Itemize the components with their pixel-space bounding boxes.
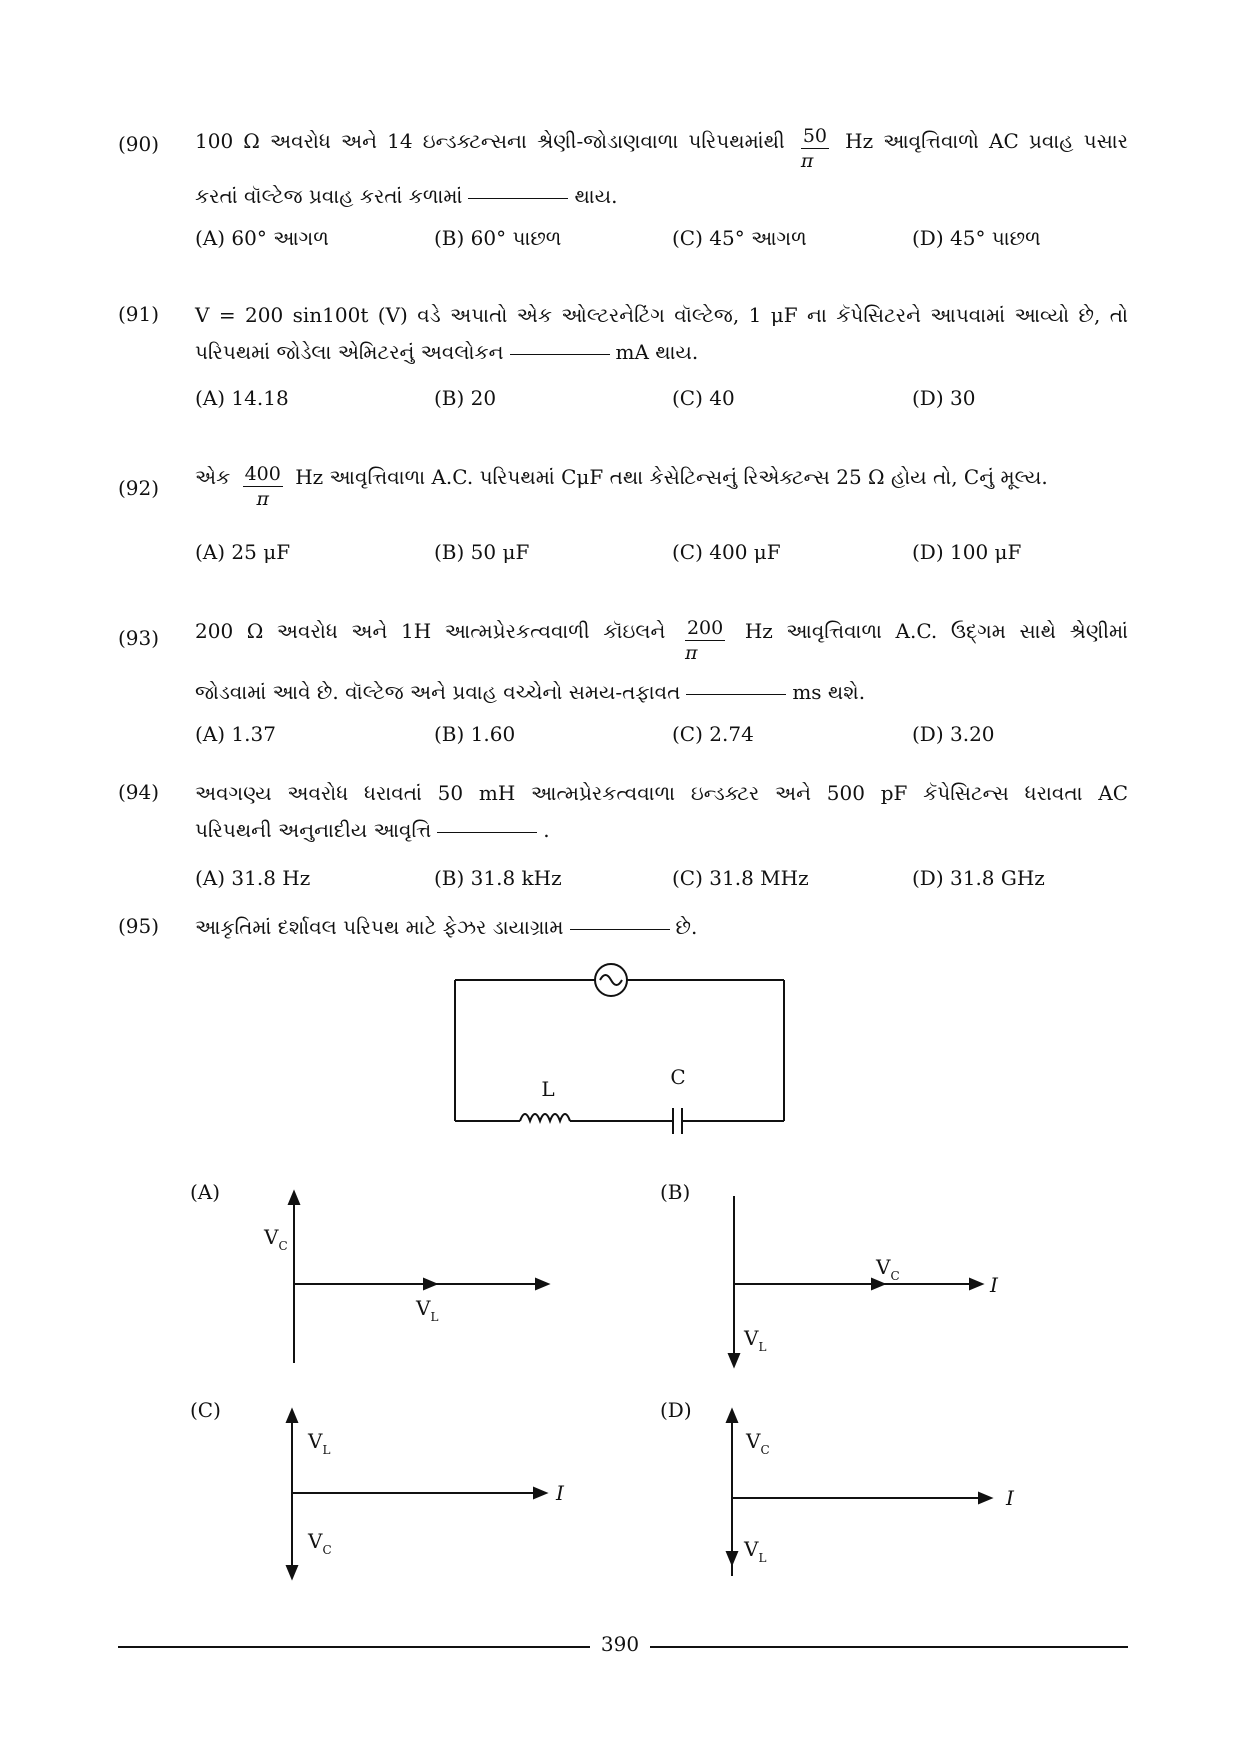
question-text: અવગણ્ય અવરોધ ધરાવતાં 50 mH આત્મપ્રેરકત્વવાળા ઇન્ડક્ટર અને 500 pF કૅપેસિટન્સ ધરાવતા AC [195,781,1128,805]
phasor-option-a [190,1180,570,1380]
arrow-up-icon [289,1192,299,1204]
option-label: (C) [190,1398,221,1422]
option-b: (B) 1.60 [434,722,516,746]
lc-circuit-diagram [440,950,800,1150]
option-a: (A) 31.8 Hz [195,866,311,890]
vl-label: $V_L$ [308,1429,331,1457]
fraction: $\frac{50}{\pi}$ [800,125,827,172]
arrow-down-icon [727,1552,737,1564]
vc-label: $V_C$ [308,1529,332,1557]
option-d: (D) 45° પાછળ [912,226,1041,250]
phasor-diagram-b [660,1180,1040,1380]
question-94 [118,780,1128,900]
question-text: V = 200 sin100t (V) વડે અપાતો એક ઓલ્ટરનેટિંગ વૉલ્ટેજ, 1 μF ના કૅપેસિટરને આપવામાં આવ્યો છે, તો [195,303,1128,327]
option-b: (B) 20 [434,386,497,410]
arrow-right-icon [872,1279,884,1289]
phasor-option-d [660,1398,1040,1588]
option-c: (C) 2.74 [672,722,754,746]
arrow-right-icon [970,1279,982,1289]
phasor-diagram-a [190,1180,570,1380]
option-a: (A) 60° આગળ [195,226,329,250]
fraction: $\frac{400}{\pi}$ [244,463,281,510]
vc-label: $V_C$ [746,1429,770,1457]
vl-label: $V_L$ [416,1296,439,1324]
footer-rule-left [118,1646,590,1648]
options [195,226,1075,252]
current-axis-label: I [990,1273,998,1297]
question-text: આકૃતિમાં દર્શાવલ પરિપથ માટે ફેઝર ડાયાગ્રામ છે. [195,915,698,939]
option-c: (C) 31.8 MHz [672,866,809,890]
answer-blank [686,694,786,695]
page-number: 390 [600,1632,640,1656]
current-axis-label: I [556,1481,564,1505]
answer-blank [468,198,568,199]
option-d: (D) 30 [912,386,976,410]
question-90 [118,125,1129,278]
arrow-up-icon [727,1410,737,1422]
ac-source-wave [600,975,622,985]
question-text-line2: જોડવામાં આવે છે. વૉલ્ટેજ અને પ્રવાહ વચ્ચેનો સમય-તફાવત ms થશે. [195,680,866,704]
question-text: એક $\frac{400}{\pi}$ Hz આવૃત્તિવાળા A.C. પરિપથમાં CμF તથા કેસેટિન્સનું રિએક્ટન્સ 25 Ω હોય તો, Cનું મૂલ્ય. [195,463,1048,510]
option-label: (A) [190,1180,221,1204]
option-d: (D) 100 μF [912,540,1022,564]
arrow-right-icon [424,1279,436,1289]
answer-blank [437,832,537,833]
arrow-right-icon [536,1279,548,1289]
question-91 [118,302,1128,422]
question-text-line2: પરિપથની અનુનાદીય આવૃત્તિ . [195,818,550,842]
current-axis-label: I [1006,1486,1014,1510]
option-a: (A) 14.18 [195,386,289,410]
arrow-up-icon [287,1410,297,1422]
question-text: 200 Ω અવરોધ અને 1H આત્મપ્રેરકત્વવાળી કૉઇલને $\frac{200}{\pi}$ Hz આવૃત્તિવાળા A.C. ઉદ્ગમ સાથે શ્રેણીમાં [195,617,1128,664]
option-b: (B) 60° પાછળ [434,226,562,250]
options [195,540,1075,566]
option-c: (C) 45° આગળ [672,226,807,250]
question-95 [118,914,1128,944]
options [195,722,1075,748]
option-b: (B) 50 μF [434,540,530,564]
capacitor-label: C [670,1065,686,1089]
phasor-diagram-d [660,1398,1040,1588]
options [195,386,1075,412]
question-text: 100 Ω અવરોધ અને 14 ઇન્ડક્ટન્સના શ્રેણી-જોડાણવાળા પરિપથમાંથી $\frac{50}{\pi}$ Hz આવૃત્તિવાળો AC પ્રવાહ પસાર [195,125,1129,172]
option-label: (B) [660,1180,691,1204]
option-d: (D) 31.8 GHz [912,866,1045,890]
vl-label: $V_L$ [744,1537,767,1565]
option-c: (C) 400 μF [672,540,781,564]
question-number: (95) [118,914,160,938]
question-number: (93) [118,626,160,650]
question-number: (90) [118,132,160,156]
arrow-right-icon [534,1488,546,1498]
vl-label: $V_L$ [744,1326,767,1354]
question-number: (91) [118,302,160,326]
phasor-option-b [660,1180,1040,1380]
phasor-option-c [190,1398,570,1588]
question-number: (94) [118,780,160,804]
option-d: (D) 3.20 [912,722,995,746]
question-92 [118,463,1128,570]
option-b: (B) 31.8 kHz [434,866,562,890]
vc-label: $V_C$ [876,1255,900,1283]
answer-blank [510,354,610,355]
question-text-line2: કરતાં વૉલ્ટેજ પ્રવાહ કરતાં કળામાં થાય. [195,184,618,208]
phasor-diagram-c [190,1398,570,1588]
options [195,866,1075,892]
inductor-coil-icon [520,1114,570,1121]
footer-rule-right [650,1646,1128,1648]
fraction: $\frac{200}{\pi}$ [684,617,724,664]
arrow-right-icon [979,1493,991,1503]
option-a: (A) 25 μF [195,540,291,564]
question-93 [118,617,1128,762]
option-a: (A) 1.37 [195,722,276,746]
arrow-down-icon [287,1566,297,1578]
answer-blank [570,929,670,930]
vc-label: $V_C$ [264,1225,288,1253]
inductor-label: L [541,1077,555,1101]
question-text-line2: પરિપથમાં જોડેલા એમિટરનું અવલોકન mA થાય. [195,340,699,364]
question-number: (92) [118,476,160,500]
arrow-down-icon [729,1354,739,1366]
option-c: (C) 40 [672,386,735,410]
option-label: (D) [660,1398,692,1422]
